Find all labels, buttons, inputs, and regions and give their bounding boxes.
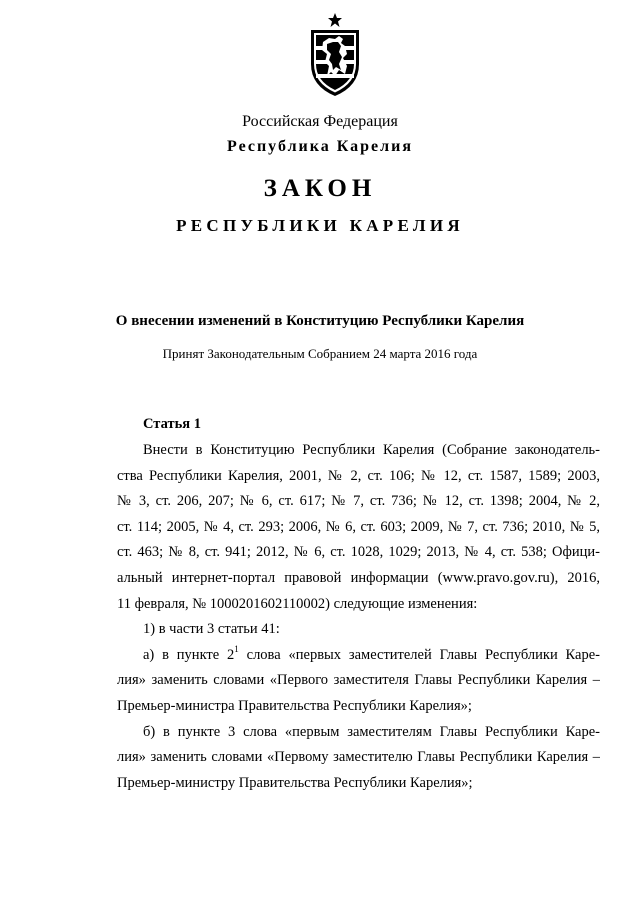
- republic-name: Республика Карелия: [227, 138, 413, 155]
- body-line: лия» заменить словами «Первому заместителю Главы Республики Карелия –: [117, 749, 600, 766]
- body-line: № 3, ст. 206, 207; № 6, ст. 617; № 7, ст. 736; № 12, ст. 1398; 2004, № 2,: [117, 493, 600, 510]
- body-line: лия» заменить словами «Первого заместителя Главы Республики Карелия –: [117, 672, 600, 689]
- body-line-end: слова «первых заместителей Главы Республики Каре-: [238, 646, 600, 663]
- article-body: [117, 438, 600, 796]
- body-line: б) в пункте 3 слова «первым заместителям Главы Республики Каре-: [143, 723, 600, 740]
- article-heading: Статья 1: [143, 416, 201, 432]
- federation-name: Российская Федерация: [242, 113, 398, 130]
- body-line: Премьер-министра Правительства Республики Карелия»;: [117, 697, 472, 714]
- law-title: О внесении изменений в Конституцию Республики Карелия: [115, 313, 525, 329]
- superscript: 1: [234, 643, 239, 654]
- body-line: альный интернет-портал правовой информации (www.pravo.gov.ru), 2016,: [117, 569, 600, 586]
- law-subheading: РЕСПУБЛИКИ КАРЕЛИЯ: [176, 216, 464, 235]
- adoption-note: Принят Законодательным Собранием 24 марта 2016 года: [162, 346, 478, 361]
- law-heading: ЗАКОН: [263, 175, 377, 202]
- karelia-coat-of-arms-icon: [305, 12, 365, 98]
- body-line: ст. 463; № 8, ст. 941; 2012, № 6, ст. 1028, 1029; 2013, № 4, ст. 538; Офици-: [117, 544, 600, 561]
- body-line-start: а) в пункте 2: [143, 646, 235, 663]
- body-line: ства Республики Карелия, 2001, № 2, ст. 106; № 12, ст. 1587, 1589; 2003,: [117, 467, 600, 484]
- body-line: 1) в части 3 статьи 41:: [143, 621, 280, 638]
- body-line: 11 февраля, № 1000201602110002) следующие изменения:: [117, 595, 478, 612]
- body-line: Премьер-министру Правительства Республики Карелия»;: [117, 774, 473, 791]
- body-line: ст. 114; 2005, № 4, ст. 293; 2006, № 6, ст. 603; 2009, № 7, ст. 736; 2010, № 5,: [117, 518, 600, 535]
- body-line: Внести в Конституцию Республики Карелия (Собрание законодатель-: [143, 442, 600, 458]
- body-line: [117, 643, 600, 669]
